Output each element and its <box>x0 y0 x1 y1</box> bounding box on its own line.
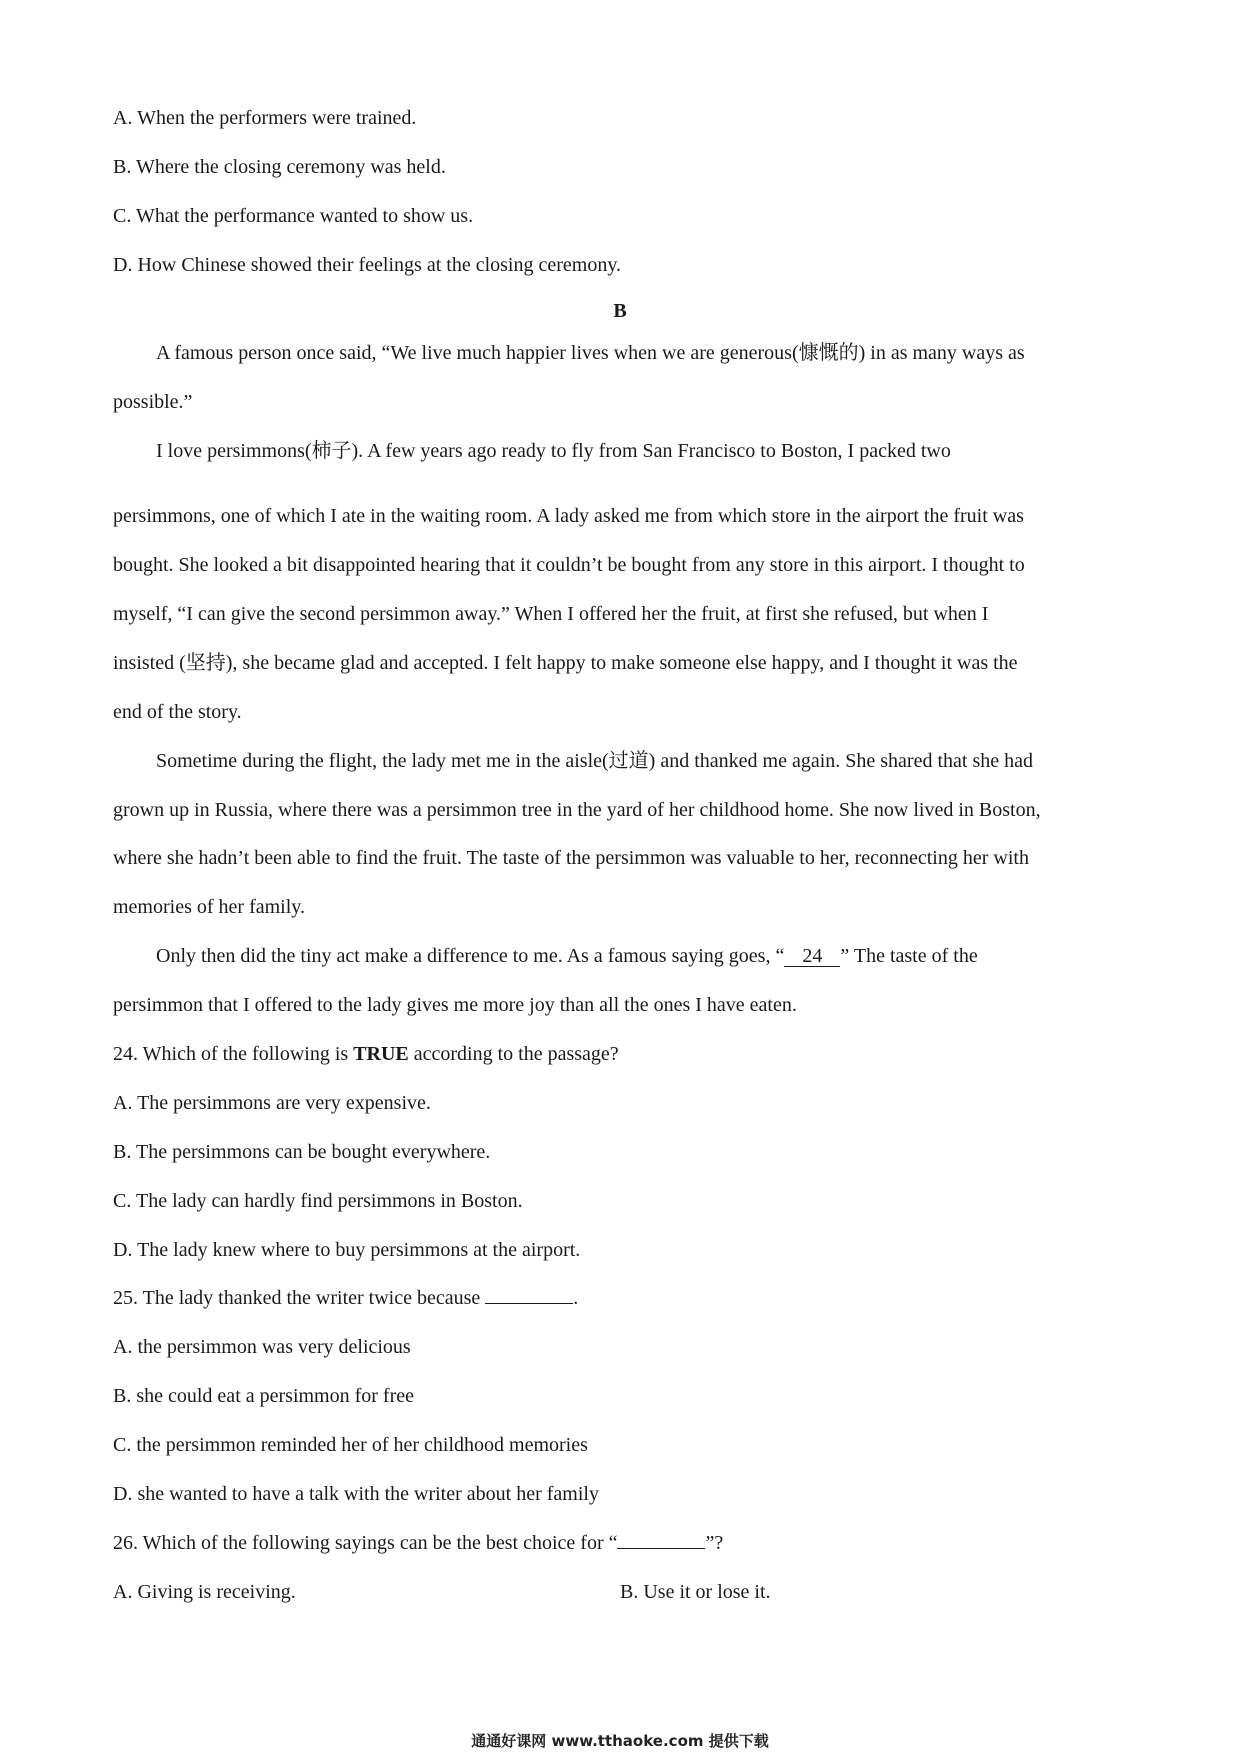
passage-p1-line1: A famous person once said, “We live much happier lives when we are generous(慷慨的) in as many ways as <box>156 342 1025 364</box>
blank-24: 24 <box>784 946 840 967</box>
passage-p3-line1: Sometime during the flight, the lady met me in the aisle(过道) and thanked me again. She shared that she had <box>156 750 1033 772</box>
q25-option-b: B. she could eat a persimmon for free <box>113 1385 415 1407</box>
passage-p3-line2: grown up in Russia, where there was a persimmon tree in the yard of her childhood home. She now lived in Boston, <box>113 799 1041 821</box>
passage-p1-line2: possible.” <box>113 391 193 413</box>
q24-option-c: C. The lady can hardly find persimmons in Boston. <box>113 1190 523 1212</box>
passage-p3-line3: where she hadn’t been able to find the fruit. The taste of the persimmon was valuable to her, reconnecting her with <box>113 847 1029 869</box>
q26-blank <box>617 1548 705 1549</box>
passage-p2-line1: I love persimmons(柿子). A few years ago ready to fly from San Francisco to Boston, I packed two <box>156 440 951 462</box>
passage-p2-line5: insisted (坚持), she became glad and accepted. I felt happy to make someone else happy, and I thought it was the <box>113 652 1018 674</box>
q25-stem-after: . <box>573 1287 579 1309</box>
prev-option-b: B. Where the closing ceremony was held. <box>113 156 446 178</box>
passage-p2-line6: end of the story. <box>113 701 242 723</box>
passage-p4-text-after: ” The taste of the <box>840 945 978 967</box>
passage-p4-line2: persimmon that I offered to the lady gives me more joy than all the ones I have eaten. <box>113 994 797 1016</box>
passage-p4-text-before: Only then did the tiny act make a difference to me. As a famous saying goes, “ <box>156 945 785 967</box>
page-footer: 通通好课网 www.tthaoke.com 提供下载 <box>471 1732 769 1750</box>
section-heading: B <box>613 300 627 322</box>
q26-option-a: A. Giving is receiving. <box>113 1581 296 1603</box>
prev-option-a: A. When the performers were trained. <box>113 107 417 129</box>
q24-option-d: D. The lady knew where to buy persimmons at the airport. <box>113 1239 581 1261</box>
prev-option-c: C. What the performance wanted to show us. <box>113 205 474 227</box>
q26-options-row <box>113 1580 1113 1604</box>
passage-p2-line2: persimmons, one of which I ate in the waiting room. A lady asked me from which store in the airport the fruit was <box>113 505 1024 527</box>
q24-stem-bold: TRUE <box>353 1043 409 1065</box>
q24-stem <box>113 1042 619 1066</box>
passage-p4-line1 <box>156 944 978 968</box>
prev-option-d: D. How Chinese showed their feelings at the closing ceremony. <box>113 254 622 276</box>
q26-stem <box>113 1531 723 1555</box>
q26-stem-after: ”? <box>705 1532 724 1554</box>
passage-p3-line4: memories of her family. <box>113 896 305 918</box>
q26-option-b: B. Use it or lose it. <box>620 1581 771 1603</box>
passage-p2-line4: myself, “I can give the second persimmon away.” When I offered her the fruit, at first she refused, but when I <box>113 603 989 625</box>
q24-stem-before: 24. Which of the following is <box>113 1043 354 1065</box>
q25-stem-before: 25. The lady thanked the writer twice because <box>113 1287 486 1309</box>
q24-stem-after: according to the passage? <box>408 1043 619 1065</box>
q25-option-c: C. the persimmon reminded her of her childhood memories <box>113 1434 588 1456</box>
q25-option-d: D. she wanted to have a talk with the writer about her family <box>113 1483 599 1505</box>
q25-option-a: A. the persimmon was very delicious <box>113 1336 411 1358</box>
q24-option-b: B. The persimmons can be bought everywhere. <box>113 1141 491 1163</box>
passage-p2-line3: bought. She looked a bit disappointed hearing that it couldn’t be bought from any store in this airport. I thought to <box>113 554 1025 576</box>
q25-blank <box>485 1303 573 1304</box>
q25-stem <box>113 1286 578 1310</box>
q24-option-a: A. The persimmons are very expensive. <box>113 1092 431 1114</box>
q26-stem-before: 26. Which of the following sayings can be the best choice for “ <box>113 1532 618 1554</box>
